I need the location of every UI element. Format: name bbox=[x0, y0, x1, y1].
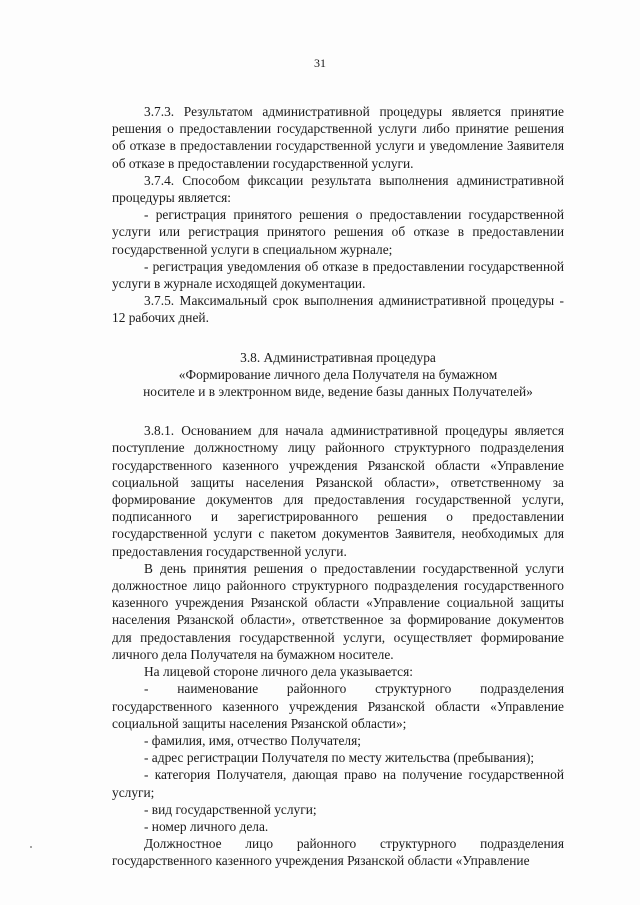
front-item-department: - наименование районного структурного подразделения государственного казенного учреждения Рязанской области «Управление социальной защиты населения Рязанской области»; bbox=[112, 681, 564, 731]
list-item-registration-notice: - регистрация уведомления об отказе в предоставлении государственной услуги в журнале исходящей документации. bbox=[112, 258, 564, 292]
page-number: 31 bbox=[314, 56, 326, 70]
front-item-address: - адрес регистрации Получателя по месту жительства (пребывания); bbox=[144, 750, 535, 766]
document-body bbox=[112, 103, 564, 870]
front-item-name: - фамилия, имя, отчество Получателя; bbox=[144, 732, 361, 748]
front-item-service-type: - вид государственной услуги; bbox=[144, 801, 317, 817]
front-item-category: - категория Получателя, дающая право на получение государственной услуги; bbox=[112, 767, 564, 800]
paragraph-front-side: На лицевой стороне личного дела указывается: bbox=[144, 664, 413, 680]
heading-line-1: 3.8. Административная процедура bbox=[240, 349, 436, 365]
scan-speck bbox=[30, 846, 32, 848]
heading-line-3: носителе и в электронном виде, ведение базы данных Получателей» bbox=[143, 384, 533, 400]
section-heading-3-8 bbox=[112, 349, 564, 401]
paragraph-official: Должностное лицо районного структурного подразделения государственного казенного учреждения Рязанской области «Управление bbox=[112, 836, 564, 869]
front-item-file-number: - номер личного дела. bbox=[144, 818, 269, 834]
heading-line-2: «Формирование личного дела Получателя на бумажном bbox=[178, 366, 498, 382]
paragraph-3-7-5: 3.7.5. Максимальный срок выполнения административной процедуры - 12 рабочих дней. bbox=[112, 293, 564, 326]
paragraph-decision-day: В день принятия решения о предоставлении государственной услуги должностное лицо районного структурного подразделения государственного казенного учреждения Рязанской области «Управление социальной защиты населения Рязанской области», ответственное за формирование документов для предоставления государственной услуги, осуществляет формирование личного дела Получателя на бумажном носителе. bbox=[112, 560, 564, 662]
paragraph-3-7-4: 3.7.4. Способом фиксации результата выполнения административной процедуры является: bbox=[112, 172, 564, 206]
paragraph-3-8-1: 3.8.1. Основанием для начала административной процедуры является поступление должностному лицу районного структурного подразделения государственного казенного учреждения Рязанской области «Управление социальной защиты населения Рязанской области», ответственному за формирование документов для предоставления государственной услуги, подписанного и зарегистрированного решения о предоставлении государственной услуги с пакетом документов Заявителя, необходимых для предоставления государственной услуги. bbox=[112, 423, 564, 559]
list-item-registration-decision: - регистрация принятого решения о предоставлении государственной услуги или регистрация принятого решения об отказе в предоставлении государственной услуги в специальном журнале; bbox=[112, 207, 564, 257]
paragraph-3-7-3: 3.7.3. Результатом административной процедуры является принятие решения о предоставлении государственной услуги либо принятие решения об отказе в предоставлении государственной услуги и уведомление Заявителя об отказе в предоставлении государственной услуги. bbox=[112, 104, 564, 171]
